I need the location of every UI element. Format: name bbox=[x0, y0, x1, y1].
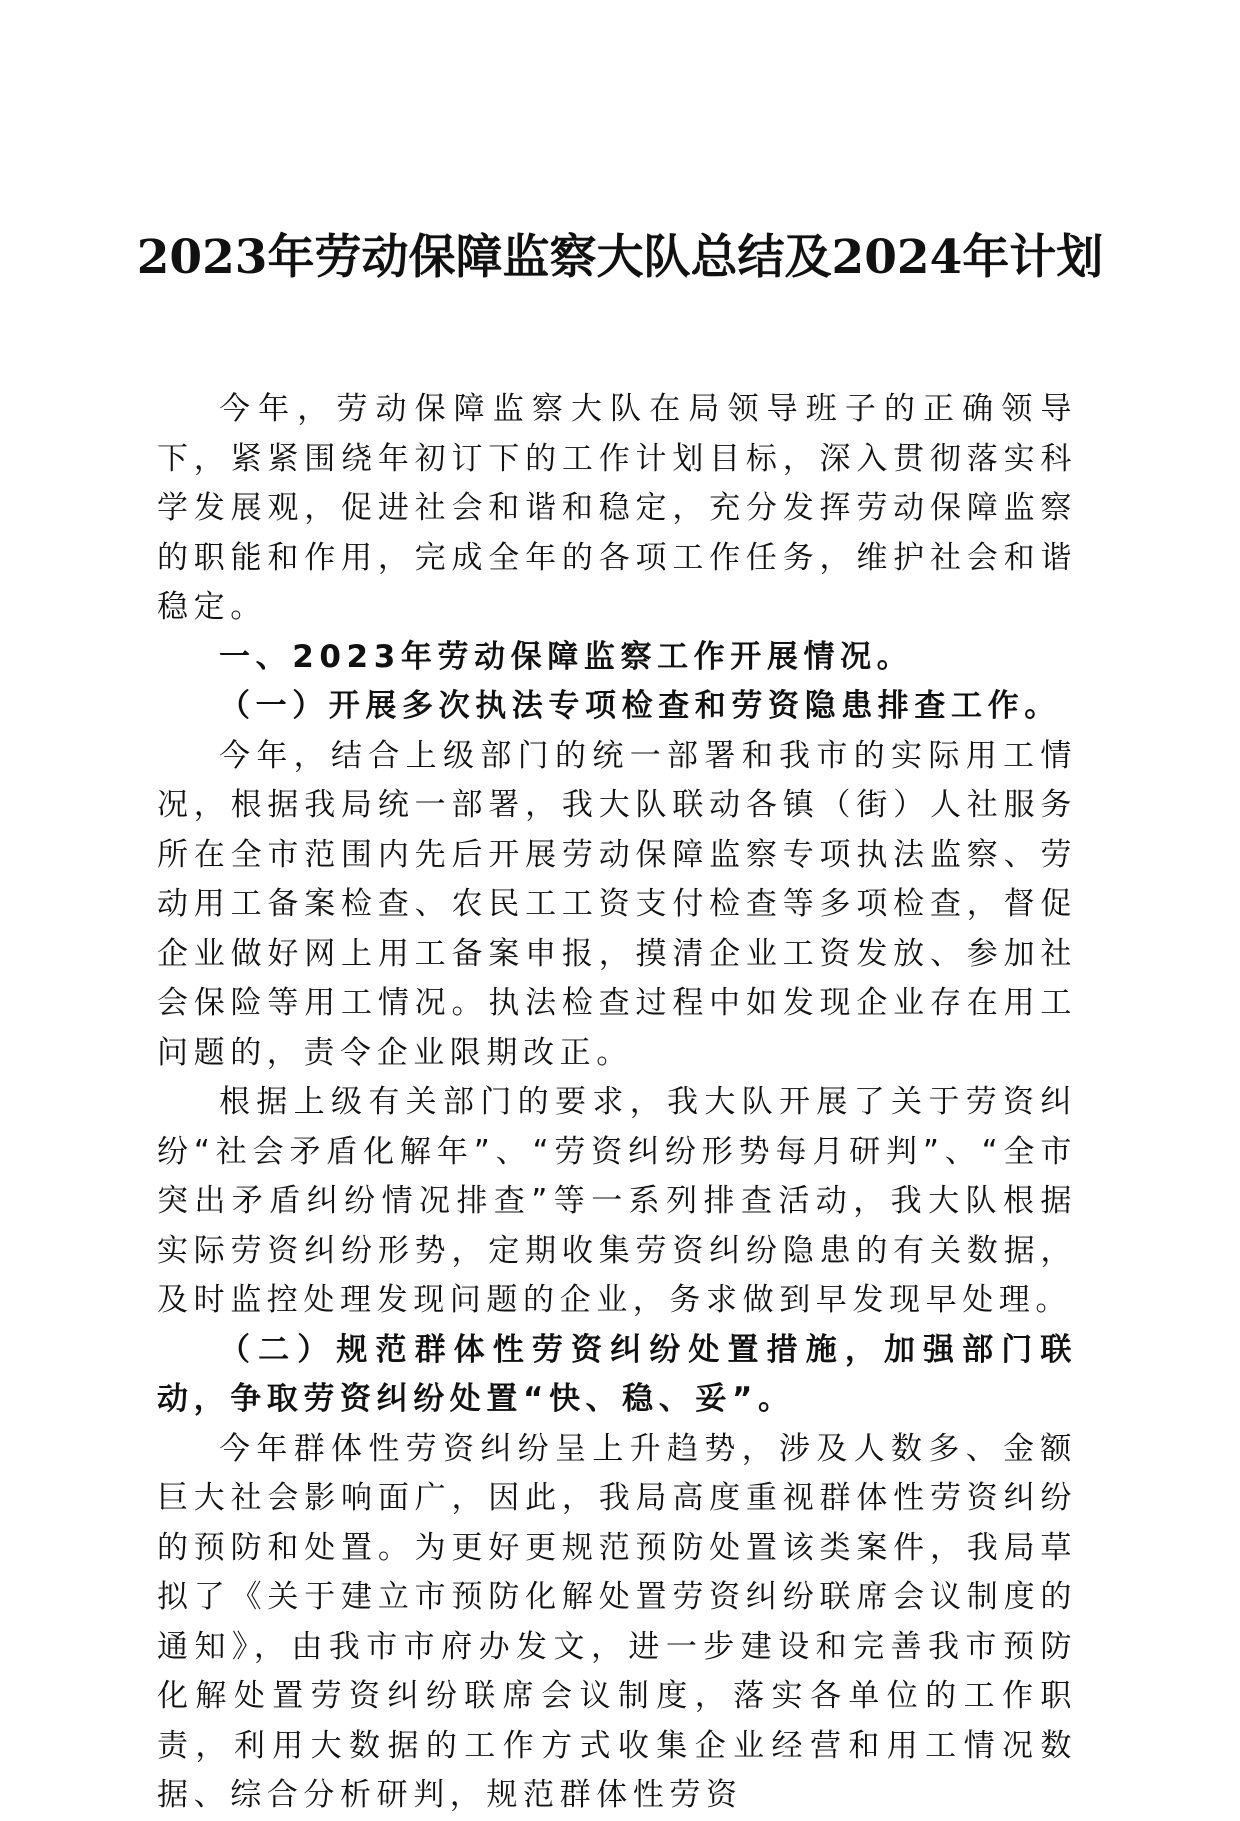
intro-paragraph: 今年，劳动保障监察大队在局领导班子的正确领导下，紧紧围绕年初订下的工作计划目标，深入贯彻落实科学发展观，促进社会和谐和稳定，充分发挥劳动保障监察的职能和作用，完成全年的各项工作任务，维护社会和谐稳定。 bbox=[157, 391, 1077, 625]
body-paragraph: 今年群体性劳资纠纷呈上升趋势，涉及人数多、金额巨大社会影响面广，因此，我局高度重视群体性劳资纠纷的预防和处置。为更好更规范预防处置该类案件，我局草拟了《关于建立市预防化解处置劳资纠纷联席会议制度的通知》，由我市市府办发文，进一步建设和完善我市预防化解处置劳资纠纷联席会议制度，落实各单位的工作职责，利用大数据的工作方式收集企业经营和用工情况数据、综合分析研判，规范群体性劳资 bbox=[157, 1430, 1077, 1813]
body-paragraph: 今年，结合上级部门的统一部署和我市的实际用工情况，根据我局统一部署，我大队联动各镇（街）人社服务所在全市范围内先后开展劳动保障监察专项执法监察、劳动用工备案检查、农民工工资支付检查等多项检查，督促企业做好网上用工备案申报，摸清企业工资发放、参加社会保险等用工情况。执法检查过程中如发现企业存在用工问题的，责令企业限期改正。 bbox=[157, 737, 1077, 1071]
subsection-heading-2: （二）规范群体性劳资纠纷处置措施，加强部门联动，争取劳资纠纷处置“快、稳、妥”。 bbox=[157, 1331, 1077, 1417]
subsection-heading-1: （一）开展多次执法专项检查和劳资隐患排查工作。 bbox=[219, 688, 1061, 724]
section-heading-1: 一、2023年劳动保障监察工作开展情况。 bbox=[219, 638, 914, 675]
document-title: 2023年劳动保障监察大队总结及2024年计划 bbox=[136, 230, 1104, 285]
document-body bbox=[157, 385, 1077, 1821]
body-paragraph: 根据上级有关部门的要求，我大队开展了关于劳资纠纷“社会矛盾化解年”、“劳资纠纷形势每月研判”、“全市突出矛盾纠纷情况排查”等一系列排查活动，我大队根据实际劳资纠纷形势，定期收集劳资纠纷隐患的有关数据，及时监控处理发现问题的企业，务求做到早发现早处理。 bbox=[157, 1084, 1077, 1318]
